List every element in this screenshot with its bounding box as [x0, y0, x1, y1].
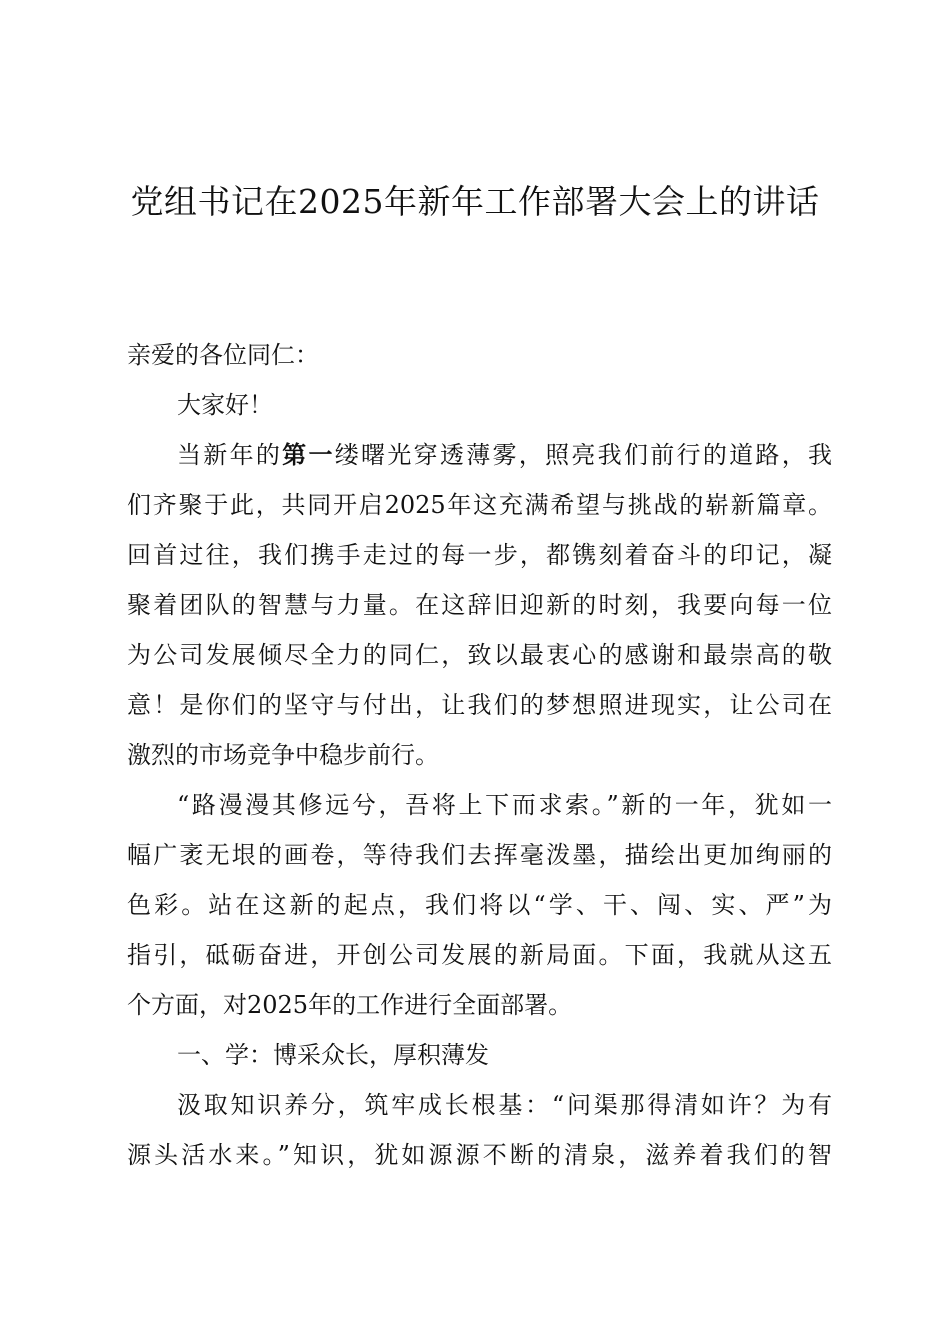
paragraph-1-line-4: 聚着团队的智慧与力量。在这辞旧迎新的时刻，我要向每一位 [127, 591, 832, 619]
paragraph-1-line-3: 回首过往，我们携手走过的每一步，都镌刻着奋斗的印记，凝 [127, 541, 832, 569]
paragraph-2-line-2: 幅广袤无垠的画卷，等待我们去挥毫泼墨，描绘出更加绚丽的 [127, 841, 832, 869]
paragraph-1-line-6: 意！是你们的坚守与付出，让我们的梦想照进现实，让公司在 [127, 691, 832, 719]
paragraph-2-line-4: 指引，砥砺奋进，开创公司发展的新局面。下面，我就从这五 [127, 941, 832, 969]
paragraph-1-bold-text: 第一 [282, 440, 335, 469]
paragraph-1-line-2: 们齐聚于此，共同开启2025年这充满希望与挑战的崭新篇章。 [127, 491, 832, 519]
paragraph-1-line-7: 激烈的市场竞争中稳步前行。 [127, 741, 439, 769]
paragraph-1-line-1 [127, 430, 832, 480]
document-title: 党组书记在2025年新年工作部署大会上的讲话 [130, 182, 820, 221]
paragraph-3-line-1: 汲取知识养分，筑牢成长根基：“问渠那得清如许？为有 [177, 1091, 832, 1119]
section-heading-1: 一、学：博采众长，厚积薄发 [177, 1041, 489, 1069]
paragraph-1-line-5: 为公司发展倾尽全力的同仁，致以最衷心的感谢和最崇高的敬 [127, 641, 832, 669]
paragraph-2-line-3: 色彩。站在这新的起点，我们将以“学、干、闯、实、严”为 [127, 891, 832, 919]
paragraph-1-line-1-pre: 当新年的 [177, 441, 283, 469]
paragraph-3-line-2: 源头活水来。”知识，犹如源源不断的清泉，滋养着我们的智 [127, 1141, 832, 1169]
paragraph-2-line-5: 个方面，对2025年的工作进行全面部署。 [127, 991, 573, 1019]
paragraph-1-line-1-post: 缕曙光穿透薄雾，照亮我们前行的道路，我 [334, 441, 833, 469]
greeting: 大家好！ [177, 391, 273, 419]
salutation: 亲爱的各位同仁： [127, 341, 319, 369]
paragraph-2-line-1: “路漫漫其修远兮，吾将上下而求索。”新的一年，犹如一 [177, 791, 832, 819]
